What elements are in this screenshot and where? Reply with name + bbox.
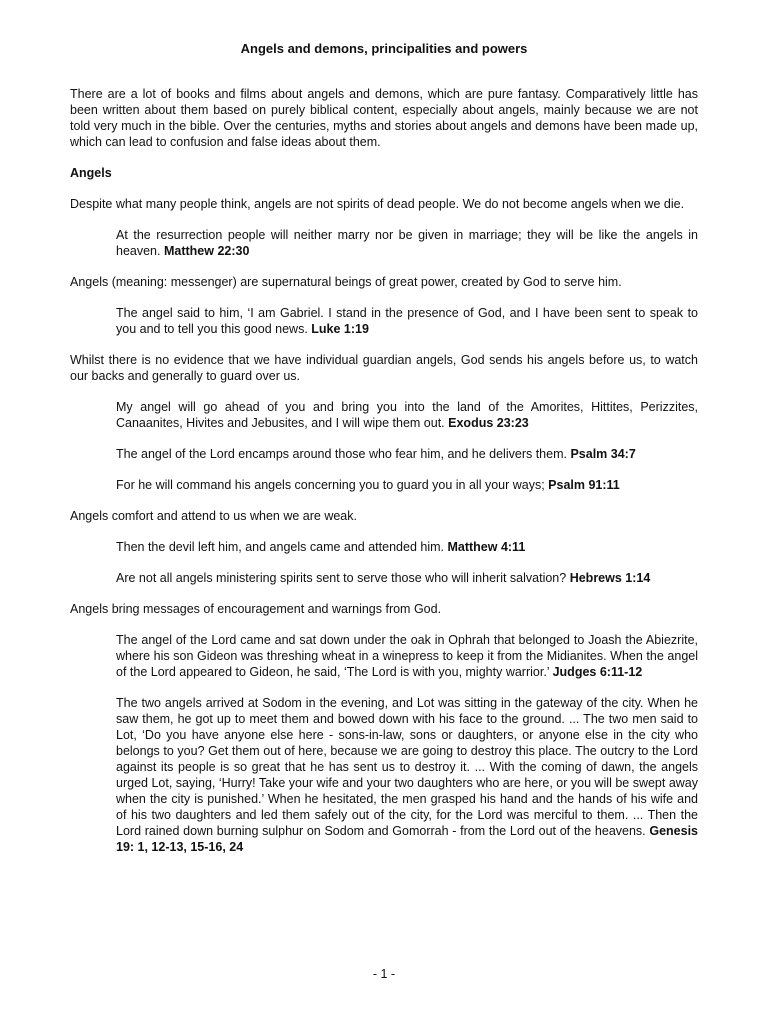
body-paragraph	[70, 508, 698, 524]
scripture-reference: Matthew 4:11	[447, 540, 526, 554]
scripture-reference: Matthew 22:30	[163, 244, 250, 258]
quote-text: My angel will go ahead of you and bring you into the land of the Amorites, Hittites, Perizzites, Canaanites, Hivites and Jebusites, and I will wipe them out.	[116, 400, 698, 430]
scripture-reference: Judges 6:11-12	[552, 665, 643, 679]
scripture-quote	[116, 305, 698, 337]
page-number: - 1 -	[372, 967, 396, 981]
content-blocks	[70, 196, 698, 855]
scripture-quote	[116, 570, 698, 586]
intro-paragraph: There are a lot of books and films about angels and demons, which are pure fantasy. Comparatively little has been written about them based on purely biblical content, especially about angels, mainly because we are not told very much in the bible. Over the centuries, myths and stories about angels and demons have been made up, which can lead to confusion and false ideas about them.	[70, 87, 698, 149]
quote-text: The angel said to him, ‘I am Gabriel. I stand in the presence of God, and I have been sent to speak to you and to tell you this good news.	[116, 306, 698, 336]
section-heading: Angels	[70, 166, 112, 180]
scripture-quote	[116, 399, 698, 431]
scripture-reference: Psalm 91:11	[548, 478, 620, 492]
paragraph-text: Angels comfort and attend to us when we are weak.	[70, 509, 357, 523]
body-paragraph	[70, 196, 698, 212]
paragraph-text: Whilst there is no evidence that we have individual guardian angels, God sends his angels before us, to watch our backs and generally to guard over us.	[70, 353, 698, 383]
scripture-quote	[116, 695, 698, 855]
scripture-reference: Genesis 19: 1, 12-13, 15-16, 24	[116, 824, 698, 854]
quote-text: The two angels arrived at Sodom in the evening, and Lot was sitting in the gateway of the city. When he saw them, he got up to meet them and bowed down with his face to the ground. ... The two men said to Lot, ‘Do you have anyone else here - sons-in-law, sons or daughters, or anyone else in the city who belongs to you? Get them out of here, because we are going to destroy this place. The outcry to the Lord against its people is so great that he has sent us to destroy it. ... With the coming of dawn, the angels urged Lot, saying, ‘Hurry! Take your wife and your two daughters who are here, or you will be swept away when the city is punished.’ When he hesitated, the men grasped his hand and the hands of his wife and of his two daughters and led them safely out of the city, for the Lord was merciful to them. ... Then the Lord rained down burning sulphur on Sodom and Gomorrah - from the Lord out of the heavens.	[116, 696, 699, 838]
scripture-quote	[116, 446, 698, 462]
document-body	[70, 86, 698, 870]
scripture-reference: Exodus 23:23	[448, 416, 529, 430]
quote-text: For he will command his angels concerning you to guard you in all your ways;	[116, 478, 545, 492]
scripture-quote	[116, 632, 698, 680]
body-paragraph	[70, 274, 698, 290]
scripture-reference: Luke 1:19	[311, 322, 369, 336]
scripture-quote	[116, 539, 698, 555]
body-paragraph	[70, 352, 698, 384]
scripture-quote	[116, 227, 698, 259]
scripture-quote	[116, 477, 698, 493]
quote-text: The angel of the Lord came and sat down under the oak in Ophrah that belonged to Joash the Abiezrite, where his son Gideon was threshing wheat in a winepress to keep it from the Midianites. When the angel of the Lord appeared to Gideon, he said, ‘The Lord is with you, mighty warrior.’	[116, 633, 698, 679]
scripture-reference: Hebrews 1:14	[569, 571, 651, 585]
quote-text: Are not all angels ministering spirits sent to serve those who will inherit salvation?	[116, 571, 567, 585]
paragraph-text: Despite what many people think, angels are not spirits of dead people. We do not become angels when we die.	[70, 197, 685, 211]
body-paragraph	[70, 601, 698, 617]
document-title: Angels and demons, principalities and powers	[240, 41, 528, 56]
scripture-reference: Psalm 34:7	[570, 447, 636, 461]
paragraph-text: Angels bring messages of encouragement and warnings from God.	[70, 602, 442, 616]
quote-text: Then the devil left him, and angels came and attended him.	[116, 540, 444, 554]
quote-text: The angel of the Lord encamps around those who fear him, and he delivers them.	[116, 447, 567, 461]
paragraph-text: Angels (meaning: messenger) are supernatural beings of great power, created by God to serve him.	[70, 275, 622, 289]
quote-text: At the resurrection people will neither marry nor be given in marriage; they will be like the angels in heaven.	[116, 228, 698, 258]
